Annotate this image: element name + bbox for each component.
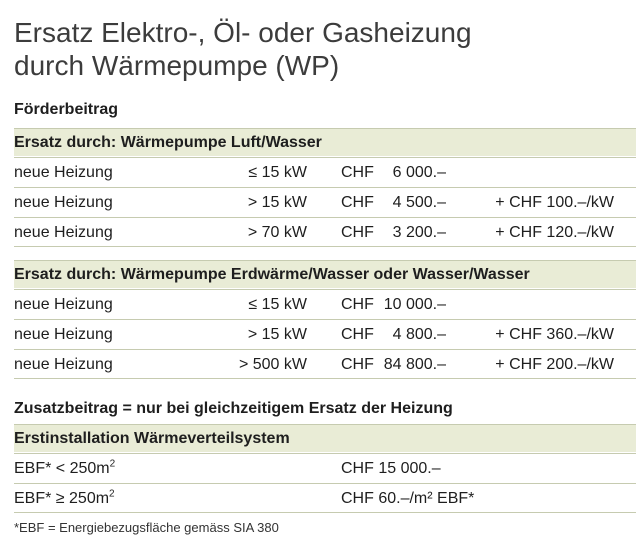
row-extra: + CHF 360.–/kW xyxy=(495,326,614,343)
row-label: neue Heizung xyxy=(14,164,113,181)
row-extra: + CHF 100.–/kW xyxy=(495,194,614,211)
row-value: CHF 15 000.– xyxy=(341,460,441,477)
row-currency: CHF xyxy=(341,296,374,313)
row-power: ≤ 15 kW xyxy=(248,164,307,181)
row-currency: CHF xyxy=(341,164,374,181)
section-header-air: Ersatz durch: Wärmepumpe Luft/Wasser xyxy=(14,128,636,156)
row-power: > 500 kW xyxy=(238,356,307,373)
table-row xyxy=(14,289,636,319)
row-currency: CHF xyxy=(341,356,374,373)
row-value: CHF 60.–/m² EBF* xyxy=(341,490,475,507)
page-title xyxy=(14,16,472,82)
table-row xyxy=(14,217,636,247)
row-currency: CHF xyxy=(341,194,374,211)
row-amount: 4 800.– xyxy=(392,326,446,343)
table-row xyxy=(14,319,636,349)
superscript: 2 xyxy=(109,488,115,500)
foerderbeitrag-heading: Förderbeitrag xyxy=(14,101,119,118)
table-row xyxy=(14,349,636,379)
table-row xyxy=(14,157,636,187)
row-currency: CHF xyxy=(341,326,374,343)
row-label: neue Heizung xyxy=(14,224,113,241)
footnote: *EBF = Energiebezugsfläche gemäss SIA 380 xyxy=(14,520,279,535)
row-power: > 15 kW xyxy=(247,194,307,211)
ebf-label: EBF* ≥ 250m xyxy=(14,490,110,507)
row-amount: 4 500.– xyxy=(392,194,446,211)
row-amount: 10 000.– xyxy=(383,296,446,313)
superscript: 2 xyxy=(109,458,116,470)
section-header-install: Erstinstallation Wärmeverteilsystem xyxy=(14,424,636,452)
table-row xyxy=(14,453,636,483)
row-power: > 15 kW xyxy=(247,326,307,343)
row-amount: 84 800.– xyxy=(383,356,446,373)
row-label: neue Heizung xyxy=(14,296,113,313)
row-label: neue Heizung xyxy=(14,356,113,373)
row-currency: CHF xyxy=(341,224,374,241)
table-row xyxy=(14,483,636,513)
zusatzbeitrag-heading: Zusatzbeitrag = nur bei gleichzeitigem Ersatz der Heizung xyxy=(14,400,453,417)
row-amount: 6 000.– xyxy=(392,164,446,181)
row-power: > 70 kW xyxy=(247,224,307,241)
row-label: neue Heizung xyxy=(14,326,113,343)
row-amount: 3 200.– xyxy=(392,224,446,241)
section-header-ground: Ersatz durch: Wärmepumpe Erdwärme/Wasser oder Wasser/Wasser xyxy=(14,260,636,288)
table-row xyxy=(14,187,636,217)
row-extra: + CHF 200.–/kW xyxy=(495,356,614,373)
ebf-label: EBF* < 250m xyxy=(14,460,110,477)
row-label: neue Heizung xyxy=(14,194,113,211)
title-line-1: Ersatz Elektro-, Öl- oder Gasheizung xyxy=(14,17,472,48)
row-extra: + CHF 120.–/kW xyxy=(495,224,614,241)
row-power: ≤ 15 kW xyxy=(248,296,307,313)
title-line-2: durch Wärmepumpe (WP) xyxy=(14,50,340,81)
row-label xyxy=(14,454,115,483)
row-label xyxy=(14,484,115,513)
